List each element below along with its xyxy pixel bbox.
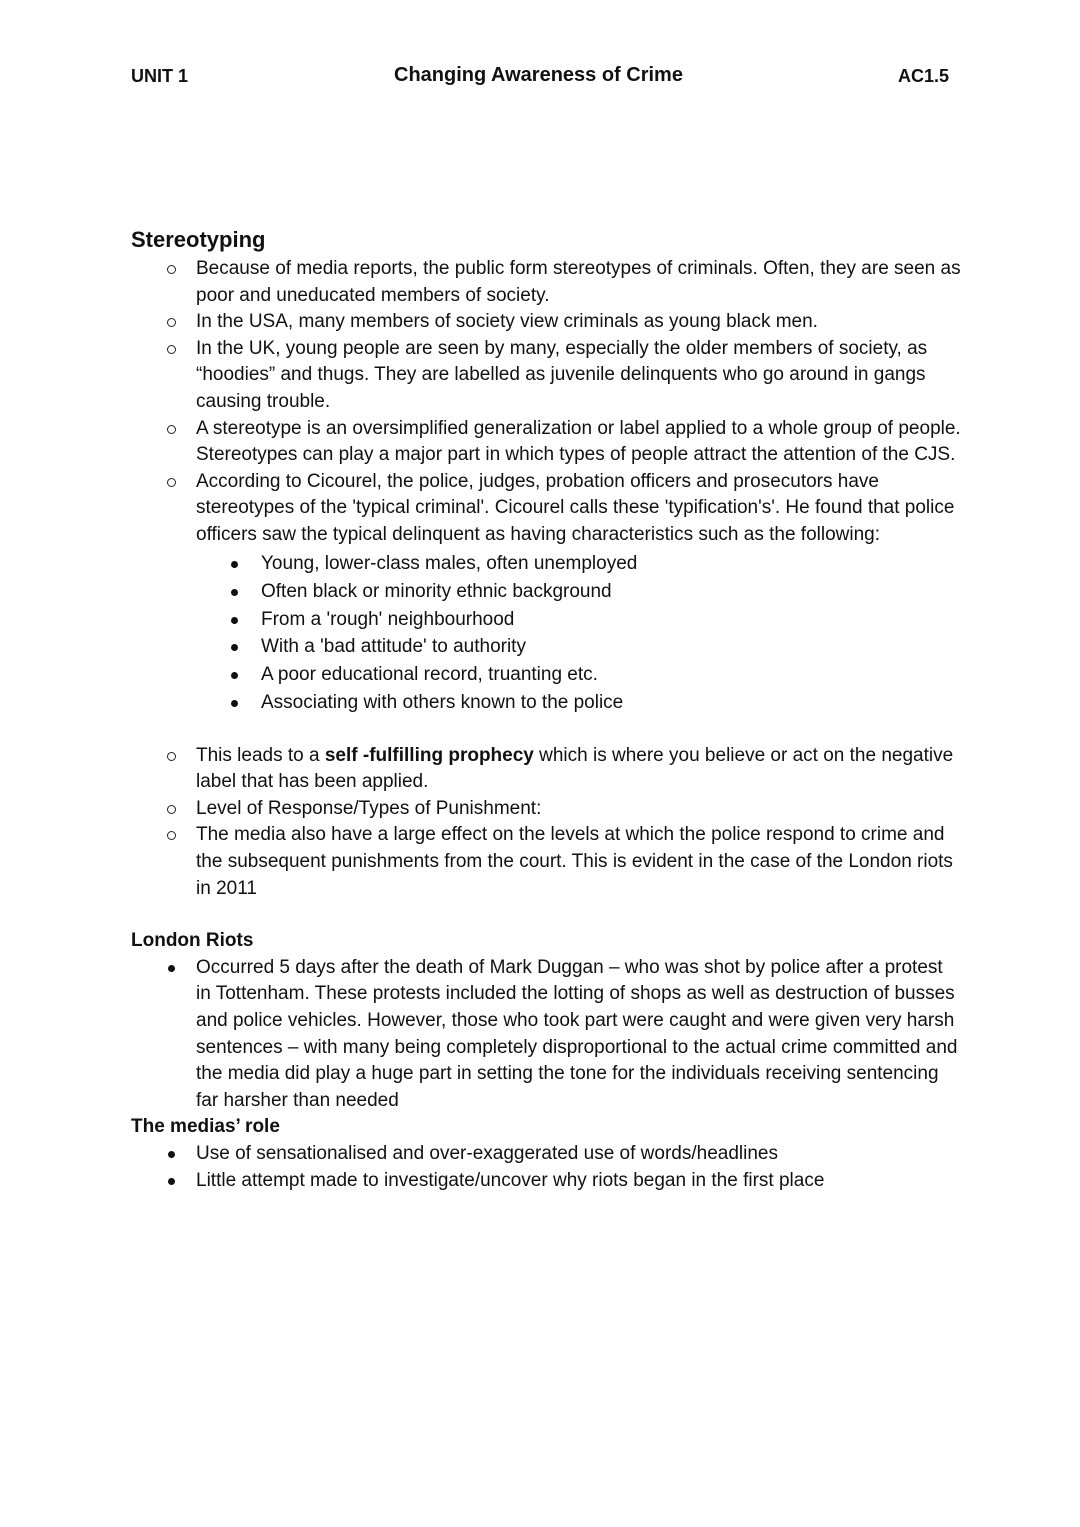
list-item: With a 'bad attitude' to authority <box>196 633 961 661</box>
list-item: In the USA, many members of society view criminals as young black men. <box>131 309 961 336</box>
list-item: Often black or minority ethnic background <box>196 578 961 606</box>
stereotyping-list <box>131 256 961 717</box>
list-item: From a 'rough' neighbourhood <box>196 606 961 634</box>
london-riots-heading: London Riots <box>131 930 254 952</box>
list-item: In the UK, young people are seen by many, especially the older members of society, as “hoodies” and thugs. They are labelled as juvenile delinquents who go around in gangs causing trouble. <box>131 336 961 416</box>
prophecy-prefix: This leads to a <box>196 744 325 766</box>
page-title: Changing Awareness of Crime <box>394 64 683 86</box>
media-role-heading: The medias’ role <box>131 1116 280 1138</box>
list-item <box>131 469 961 717</box>
page-header <box>131 64 949 94</box>
characteristics-list <box>196 550 961 717</box>
cicourel-text: According to Cicourel, the police, judges, probation officers and prosecutors have stereotypes of the 'typical criminal'. Cicourel calls these 'typification's'. He found that police officers saw the typical delinquent as having characteristics such as the following: <box>196 470 955 545</box>
consequences-list <box>131 743 961 903</box>
london-riots-list <box>131 955 961 1115</box>
prophecy-term: self -fulfilling prophecy <box>324 744 534 766</box>
list-item: A poor educational record, truanting etc. <box>196 661 961 689</box>
stereotyping-section <box>131 226 961 902</box>
list-item: A stereotype is an oversimplified generalization or label applied to a whole group of people. Stereotypes can play a major part in which types of people attract the attention of the CJS. <box>131 416 961 469</box>
prophecy-suffix: which is where you believe or act on the negative label that has been applied. <box>196 744 954 793</box>
document-body <box>131 226 961 1194</box>
list-item: Level of Response/Types of Punishment: <box>131 796 961 823</box>
media-role-list <box>131 1141 961 1194</box>
unit-label: UNIT 1 <box>131 66 189 86</box>
list-item: Use of sensationalised and over-exaggerated use of words/headlines <box>131 1141 961 1168</box>
list-item: Because of media reports, the public form stereotypes of criminals. Often, they are seen as poor and uneducated members of society. <box>131 256 961 309</box>
london-riots-section <box>131 928 961 1114</box>
list-item: Little attempt made to investigate/uncover why riots began in the first place <box>131 1168 961 1195</box>
list-item <box>131 743 961 796</box>
stereotyping-heading: Stereotyping <box>131 227 266 252</box>
list-item: Young, lower-class males, often unemployed <box>196 550 961 578</box>
assessment-code: AC1.5 <box>897 66 949 86</box>
media-role-section <box>131 1114 961 1194</box>
list-item: The media also have a large effect on the levels at which the police respond to crime and the subsequent punishments from the court. This is evident in the case of the London riots in 2011 <box>131 822 961 902</box>
list-item: Occurred 5 days after the death of Mark Duggan – who was shot by police after a protest in Tottenham. These protests included the lotting of shops as well as destruction of busses and police vehicles. However, those who took part were caught and were given very harsh sentences – with many being completely disproportional to the actual crime committed and the media did play a huge part in setting the tone for the individuals receiving sentencing far harsher than needed <box>131 955 961 1115</box>
list-item: Associating with others known to the police <box>196 689 961 717</box>
